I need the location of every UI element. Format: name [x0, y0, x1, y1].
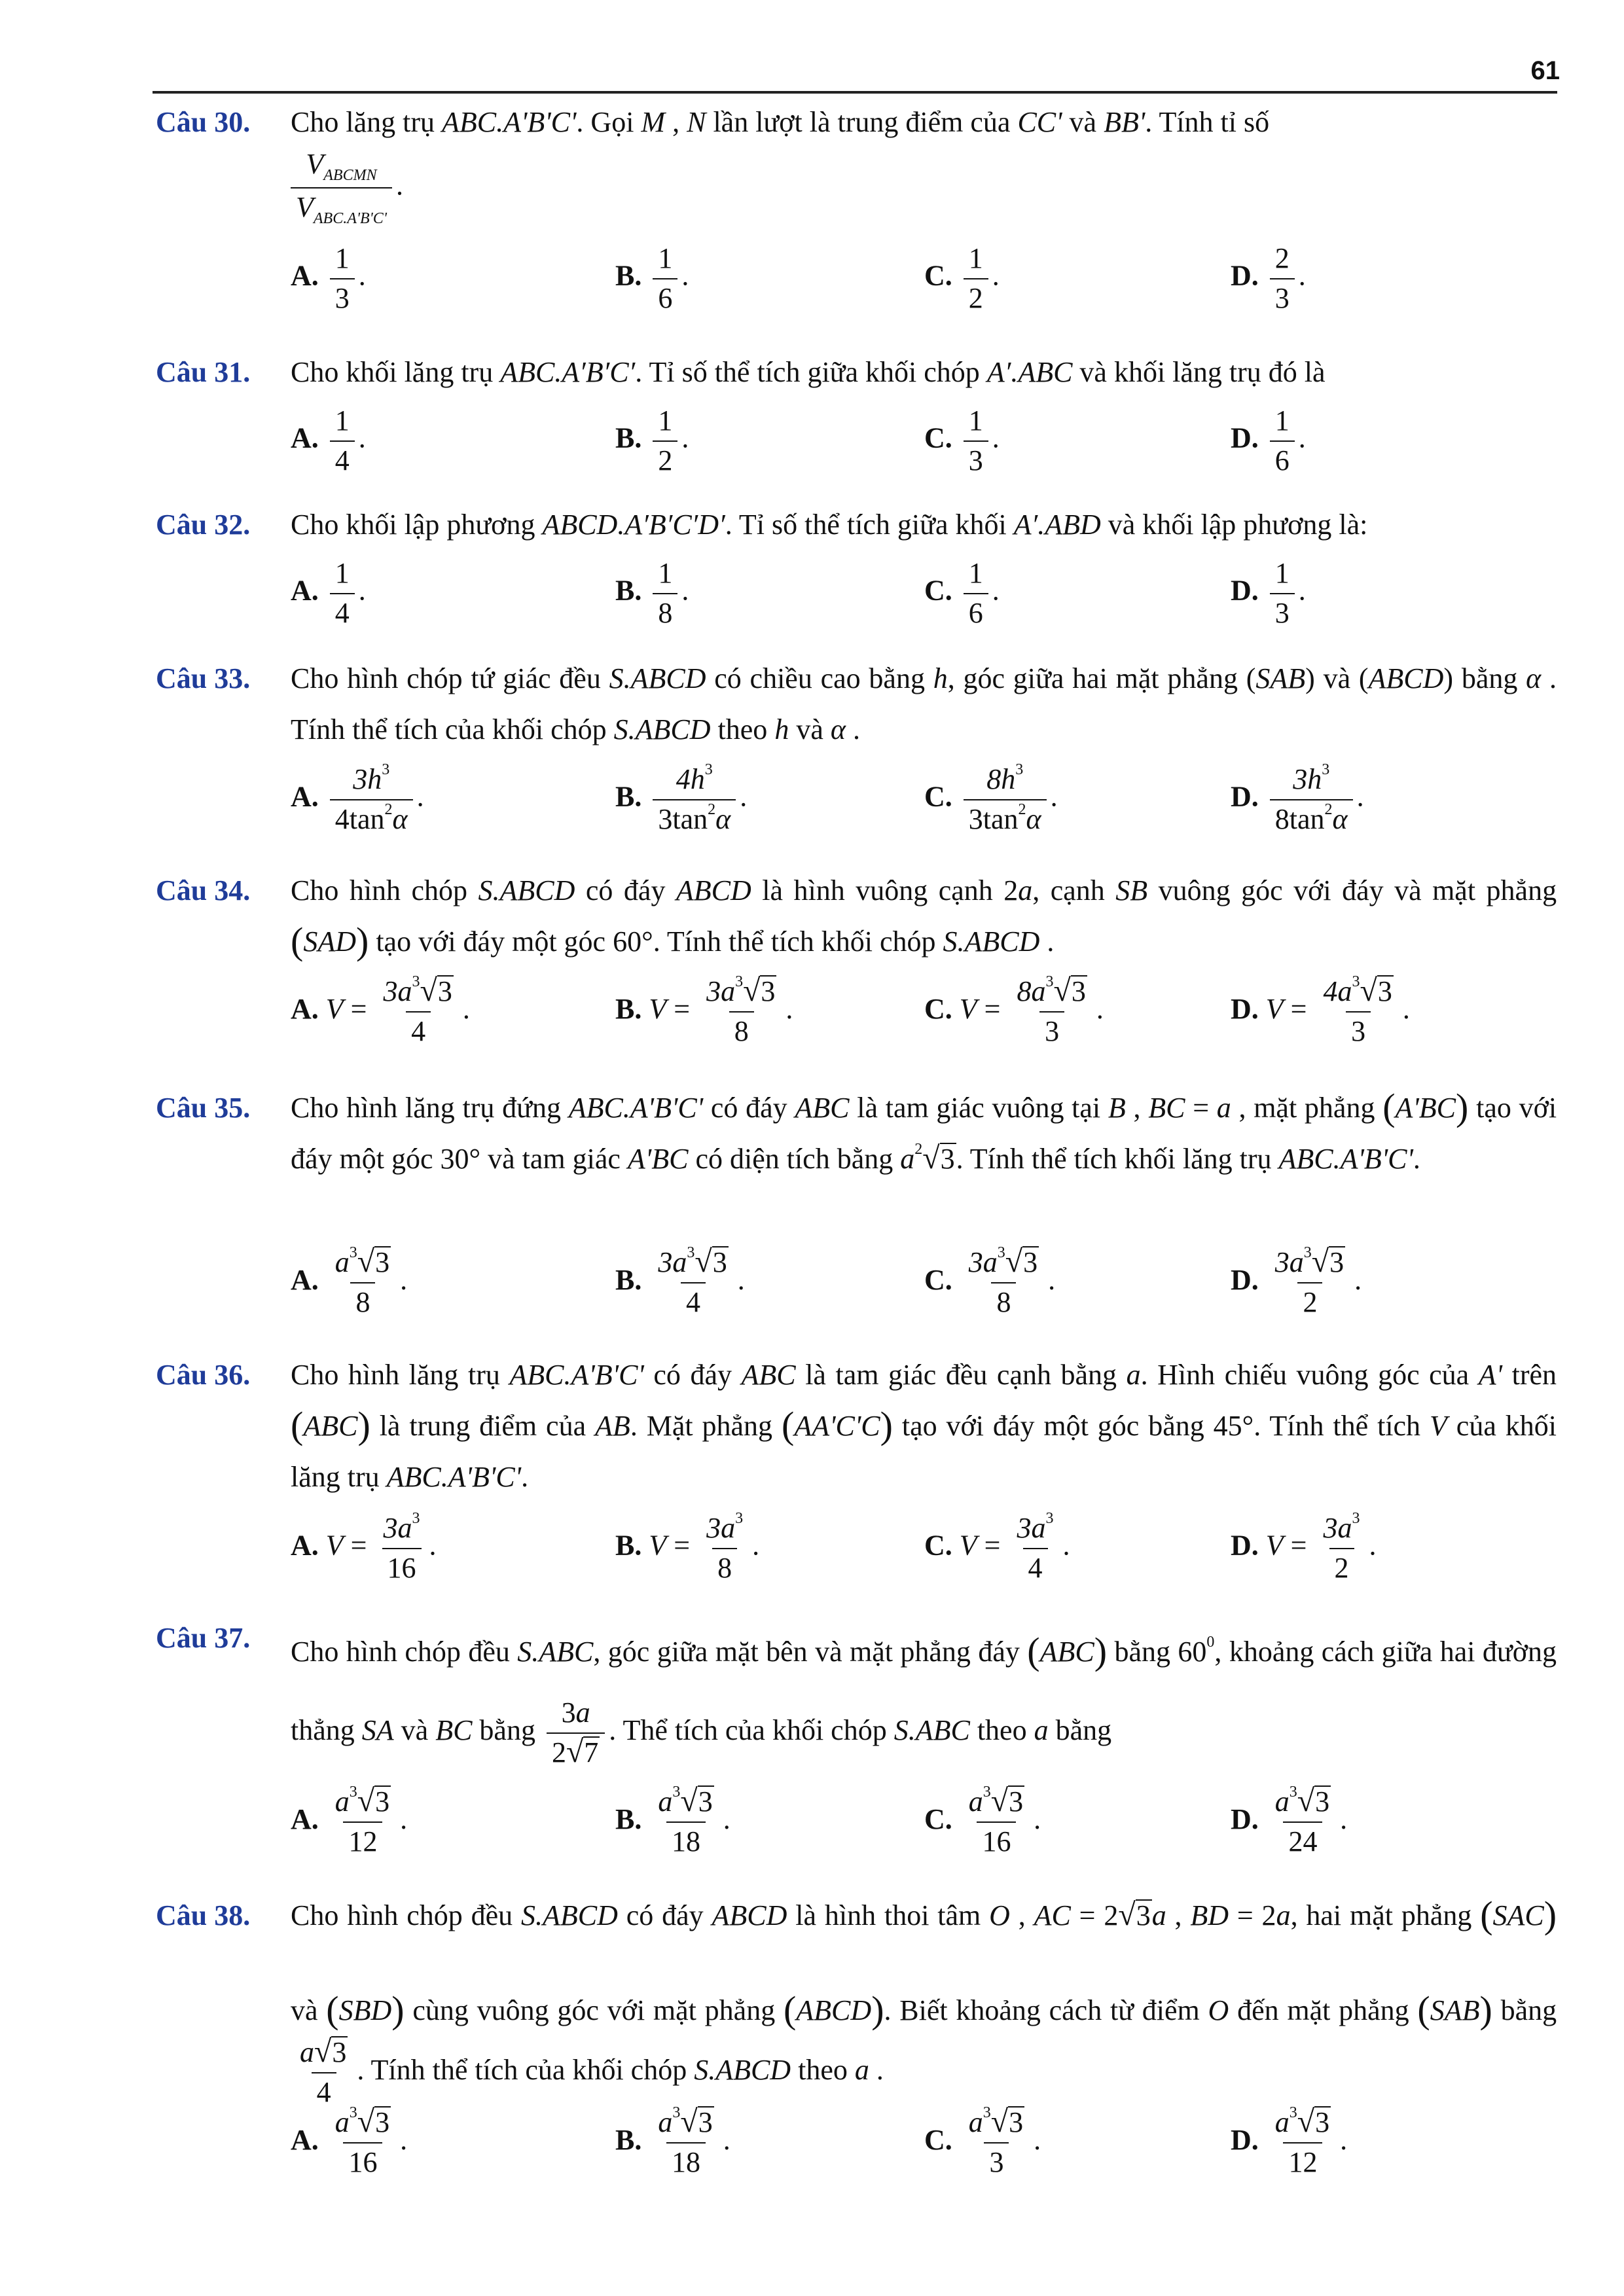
question-text: Cho hình chóp đều S.ABC, góc giữa mặt bên và mặt phẳng đáy (ABC) bằng $60^0$, khoảng cách giữa hai đường thẳng SA và BC bằng 3a 2 √ 7 . Thể tích của khối chóp S.ABC theo a bằng — [291, 1630, 1557, 1769]
option-b[interactable]: B. $\frac{1}{6}$ . — [615, 242, 689, 314]
question-36 — [156, 1350, 1557, 1605]
option-a[interactable]: A. $\frac{3h^3}{4\tan^2\alpha}$ . — [291, 761, 424, 835]
option-d[interactable]: D. $a^3$ √ 3 24 . — [1231, 1784, 1348, 1857]
question-text: Cho hình chóp S.ABCD có đáy ABCD là hình vuông cạnh 2a, cạnh SB vuông góc với đáy và mặt phẳng (SAD) tạo với đáy một góc 60°. Tính thể tích khối chóp S.ABCD . — [291, 874, 1557, 962]
question-label: Câu 33. — [156, 662, 251, 694]
question-31 — [156, 347, 1557, 491]
question-label: Câu 34. — [156, 874, 251, 906]
question-label: Câu 36. — [156, 1359, 251, 1391]
question-33 — [156, 653, 1557, 850]
question-text: Cho hình chóp đều S.ABCD có đáy ABCD là hình thoi tâm O , AC = 2 √ 3 a , BD = 2a, hai mặt phẳng (SAC) và (SBD) cùng vuông góc với mặt phẳng (ABCD). Biết khoảng cách từ điểm O đến mặt phẳng (SAB) bằng a √ 3 4 . Tính thể tích của khối chóp S.ABCD theo a . — [291, 1893, 1557, 2108]
question-label: Câu 31. — [156, 356, 251, 388]
question-text: Cho khối lập phương ABCD.A′B′C′D′. Tỉ số thể tích giữa khối A′.ABD và khối lập phương là: — [291, 509, 1368, 541]
question-30 — [156, 97, 1557, 314]
option-b[interactable]: B. $\frac{1}{2}$ . — [615, 404, 689, 476]
option-d[interactable]: D. V = $4a^3$ √ 3 3 . — [1231, 973, 1410, 1047]
question-label: Câu 32. — [156, 509, 251, 541]
question-label: Câu 35. — [156, 1092, 251, 1124]
option-a[interactable]: A. $a^3$ √ 3 16 . — [291, 2104, 408, 2178]
question-label: Câu 38. — [156, 1899, 251, 1931]
question-text: Cho hình lăng trụ ABC.A'B'C' có đáy ABC là tam giác đều cạnh bằng a. Hình chiếu vuông góc của A' trên (ABC) là trung điểm của AB. Mặt phẳng (AA'C'C) tạo với đáy một góc bằng 45°. Tính thể tích V của khối lăng trụ ABC.A'B'C'. — [291, 1359, 1557, 1493]
option-a[interactable]: A. $a^3$ √ 3 12 . — [291, 1784, 408, 1857]
option-a[interactable]: A. V = $\frac{3a^3}{16}$ . — [291, 1510, 437, 1584]
question-38 — [156, 1890, 1557, 2198]
option-d[interactable]: D. $\frac{2}{3}$ . — [1231, 242, 1306, 314]
question-text: Cho khối lăng trụ ABC.A′B′C′. Tỉ số thể tích giữa khối chóp A′.ABC và khối lăng trụ đó là — [291, 356, 1326, 388]
option-c[interactable]: C. $a^3$ √ 3 16 . — [924, 1784, 1041, 1857]
option-b[interactable]: B. $\frac{4h^3}{3\tan^2\alpha}$ . — [615, 761, 748, 835]
question-37 — [156, 1613, 1557, 1874]
option-c[interactable]: C. $\frac{8h^3}{3\tan^2\alpha}$ . — [924, 761, 1058, 835]
option-b[interactable]: B. $3a^3$ √ 3 4 . — [615, 1244, 745, 1318]
question-label: Câu 30. — [156, 106, 251, 138]
question-text: Cho lăng trụ ABC.A'B'C'. Gọi M , N lần lượt là trung điểm của CC' và BB'. Tính tỉ số $\frac{V_{ABCMN}}{V_{ABC.A'B'C'}}$ . — [291, 106, 1270, 228]
question-text: Cho hình chóp tứ giác đều S.ABCD có chiều cao bằng h, góc giữa hai mặt phẳng (SAB) và (ABCD) bằng α . Tính thể tích của khối chóp S.ABCD theo h và α . — [291, 662, 1557, 745]
question-text: Cho hình lăng trụ đứng ABC.A'B'C' có đáy ABC là tam giác vuông tại B , BC = a , mặt phẳng (A'BC) tạo với đáy một góc 30° và tam giác A'BC có diện tích bằng $a^2$ √ 3 . Tính thể tích khối lăng trụ ABC.A'B'C'. — [291, 1086, 1557, 1175]
option-c[interactable]: C. $\frac{1}{6}$ . — [924, 557, 1000, 629]
option-c[interactable]: C. V = $\frac{3a^3}{4}$ . — [924, 1510, 1070, 1584]
option-b[interactable]: B. $a^3$ √ 3 18 . — [615, 1784, 731, 1857]
option-d[interactable]: D. $a^3$ √ 3 12 . — [1231, 2104, 1348, 2178]
option-a[interactable]: A. $\frac{1}{4}$ . — [291, 557, 366, 629]
option-d[interactable]: D. $\frac{3h^3}{8\tan^2\alpha}$ . — [1231, 761, 1364, 835]
option-d[interactable]: D. $3a^3$ √ 3 2 . — [1231, 1244, 1362, 1318]
option-c[interactable]: C. $3a^3$ √ 3 8 . — [924, 1244, 1056, 1318]
option-c[interactable]: C. V = $8a^3$ √ 3 3 . — [924, 973, 1104, 1047]
option-a[interactable]: A. $\frac{1}{3}$ . — [291, 242, 366, 314]
question-35 — [156, 1083, 1557, 1338]
question-34 — [156, 865, 1557, 1075]
option-b[interactable]: B. V = $3a^3$ √ 3 8 . — [615, 973, 793, 1047]
option-c[interactable]: C. $\frac{1}{3}$ . — [924, 404, 1000, 476]
option-b[interactable]: B. $\frac{1}{8}$ . — [615, 557, 689, 629]
question-32 — [156, 499, 1557, 643]
option-a[interactable]: A. V = $3a^3$ √ 3 4 . — [291, 973, 470, 1047]
option-a[interactable]: A. $a^3$ √ 3 8 . — [291, 1244, 408, 1318]
option-c[interactable]: C. $a^3$ √ 3 3 . — [924, 2104, 1041, 2178]
option-d[interactable]: D. $\frac{1}{6}$ . — [1231, 404, 1306, 476]
option-c[interactable]: C. $\frac{1}{2}$ . — [924, 242, 1000, 314]
option-b[interactable]: B. V = $\frac{3a^3}{8}$ . — [615, 1510, 760, 1584]
page-number: 61 — [1530, 56, 1560, 85]
option-a[interactable]: A. $\frac{1}{4}$ . — [291, 404, 366, 476]
question-label: Câu 37. — [156, 1622, 251, 1654]
option-d[interactable]: D. $\frac{1}{3}$ . — [1231, 557, 1306, 629]
option-d[interactable]: D. V = $\frac{3a^3}{2}$ . — [1231, 1510, 1377, 1584]
header-rule — [153, 91, 1557, 94]
option-b[interactable]: B. $a^3$ √ 3 18 . — [615, 2104, 731, 2178]
